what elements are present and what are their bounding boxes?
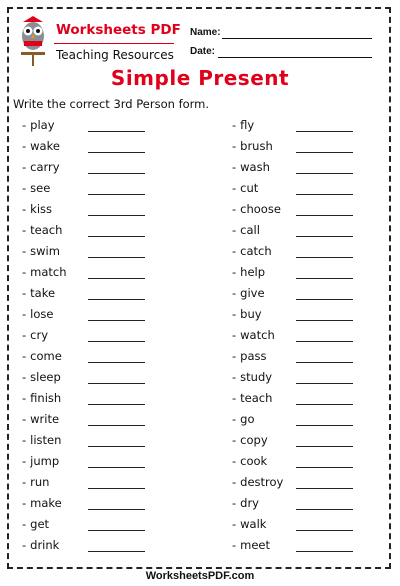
verb-label (22, 286, 55, 300)
verb-label (232, 391, 272, 405)
bullet-dash: - (22, 454, 27, 468)
bullet-dash: - (232, 496, 237, 510)
bullet-dash: - (232, 391, 237, 405)
verb-label (22, 454, 59, 468)
answer-blank[interactable] (88, 257, 145, 258)
answer-blank[interactable] (296, 152, 353, 153)
verb-label (232, 160, 270, 174)
word-row (232, 285, 382, 306)
word-row (22, 348, 192, 369)
verb-label (232, 286, 265, 300)
left-word-column (22, 117, 192, 558)
word-row (22, 180, 192, 201)
answer-blank[interactable] (296, 173, 353, 174)
answer-blank[interactable] (296, 383, 353, 384)
word-row (232, 453, 382, 474)
word-row (232, 264, 382, 285)
answer-blank[interactable] (296, 467, 353, 468)
verb-label (232, 307, 262, 321)
answer-blank[interactable] (296, 341, 353, 342)
name-label: Name: (190, 27, 221, 38)
brand-divider (54, 43, 174, 44)
word-row (22, 285, 192, 306)
bullet-dash: - (232, 370, 237, 384)
word-row (22, 411, 192, 432)
verb-text: see (30, 181, 51, 195)
word-row (22, 516, 192, 537)
bullet-dash: - (22, 286, 27, 300)
word-row (232, 495, 382, 516)
verb-text: walk (240, 517, 267, 531)
verb-label (22, 328, 48, 342)
verb-text: take (30, 286, 56, 300)
verb-text: kiss (30, 202, 52, 216)
verb-text: pass (240, 349, 267, 363)
answer-blank[interactable] (296, 362, 353, 363)
bullet-dash: - (22, 223, 27, 237)
verb-text: catch (240, 244, 272, 258)
verb-text: copy (240, 433, 268, 447)
verb-text: come (30, 349, 62, 363)
verb-text: lose (30, 307, 54, 321)
bullet-dash: - (22, 538, 27, 552)
answer-blank[interactable] (88, 383, 145, 384)
word-row (22, 138, 192, 159)
word-row (232, 411, 382, 432)
verb-text: wake (30, 139, 60, 153)
name-field[interactable] (222, 38, 372, 39)
verb-text: go (240, 412, 255, 426)
verb-text: jump (30, 454, 60, 468)
verb-text: choose (240, 202, 281, 216)
word-row (232, 159, 382, 180)
verb-label (232, 496, 259, 510)
bullet-dash: - (22, 475, 27, 489)
word-row (22, 159, 192, 180)
verb-label (232, 265, 265, 279)
bullet-dash: - (232, 538, 237, 552)
answer-blank[interactable] (88, 131, 145, 132)
word-row (232, 516, 382, 537)
verb-label (232, 202, 281, 216)
answer-blank[interactable] (296, 530, 353, 531)
bullet-dash: - (22, 370, 27, 384)
worksheet-title: Simple Present (110, 66, 290, 90)
verb-text: cook (240, 454, 268, 468)
bullet-dash: - (232, 517, 237, 531)
word-row (22, 201, 192, 222)
verb-text: help (240, 265, 266, 279)
verb-text: run (30, 475, 50, 489)
verb-text: match (30, 265, 67, 279)
verb-label (232, 538, 270, 552)
word-row (22, 243, 192, 264)
bullet-dash: - (232, 160, 237, 174)
bullet-dash: - (232, 223, 237, 237)
verb-label (232, 244, 272, 258)
verb-text: cut (240, 181, 259, 195)
bullet-dash: - (22, 517, 27, 531)
verb-text: play (30, 118, 55, 132)
word-row (232, 201, 382, 222)
footer-site: WorksheetsPDF.com (145, 570, 255, 582)
answer-blank[interactable] (296, 488, 353, 489)
word-row (232, 348, 382, 369)
answer-blank[interactable] (88, 488, 145, 489)
word-row (22, 453, 192, 474)
verb-label (22, 349, 62, 363)
verb-text: watch (240, 328, 275, 342)
word-row (232, 117, 382, 138)
bullet-dash: - (232, 139, 237, 153)
bullet-dash: - (232, 118, 237, 132)
verb-text: wash (240, 160, 270, 174)
answer-blank[interactable] (88, 341, 145, 342)
verb-label (232, 517, 266, 531)
date-field[interactable] (218, 57, 372, 58)
answer-blank[interactable] (88, 236, 145, 237)
word-row (232, 369, 382, 390)
answer-blank[interactable] (88, 278, 145, 279)
answer-blank[interactable] (296, 236, 353, 237)
word-row (232, 138, 382, 159)
verb-text: carry (30, 160, 60, 174)
bullet-dash: - (22, 412, 27, 426)
answer-blank[interactable] (88, 467, 145, 468)
word-row (232, 180, 382, 201)
answer-blank[interactable] (296, 425, 353, 426)
bullet-dash: - (232, 328, 237, 342)
verb-label (232, 181, 258, 195)
word-row (232, 243, 382, 264)
verb-text: sleep (30, 370, 61, 384)
verb-label (22, 517, 49, 531)
bullet-dash: - (232, 412, 237, 426)
right-word-column (232, 117, 382, 558)
verb-label (232, 412, 255, 426)
word-row (22, 390, 192, 411)
answer-blank[interactable] (296, 551, 353, 552)
bullet-dash: - (22, 391, 27, 405)
verb-text: destroy (240, 475, 284, 489)
word-row (22, 432, 192, 453)
answer-blank[interactable] (296, 278, 353, 279)
word-row (232, 390, 382, 411)
answer-blank[interactable] (296, 194, 353, 195)
answer-blank[interactable] (296, 509, 353, 510)
answer-blank[interactable] (88, 551, 145, 552)
word-row (22, 369, 192, 390)
answer-blank[interactable] (296, 320, 353, 321)
verb-label (232, 433, 268, 447)
verb-label (22, 160, 60, 174)
verb-label (22, 181, 50, 195)
answer-blank[interactable] (88, 299, 145, 300)
answer-blank[interactable] (296, 257, 353, 258)
bullet-dash: - (22, 349, 27, 363)
verb-label (22, 538, 59, 552)
verb-text: brush (240, 139, 273, 153)
bullet-dash: - (232, 265, 237, 279)
verb-text: swim (30, 244, 60, 258)
brand-name: Worksheets PDF (56, 22, 181, 38)
verb-text: study (240, 370, 273, 384)
verb-text: teach (30, 223, 63, 237)
verb-text: cry (30, 328, 49, 342)
word-row (232, 327, 382, 348)
answer-blank[interactable] (88, 530, 145, 531)
verb-text: write (30, 412, 60, 426)
verb-label (22, 433, 61, 447)
answer-blank[interactable] (88, 152, 145, 153)
answer-blank[interactable] (88, 446, 145, 447)
word-row (22, 117, 192, 138)
word-row (22, 264, 192, 285)
answer-blank[interactable] (88, 194, 145, 195)
bullet-dash: - (232, 286, 237, 300)
verb-label (22, 139, 60, 153)
bullet-dash: - (22, 139, 27, 153)
verb-text: get (30, 517, 50, 531)
word-row (22, 222, 192, 243)
verb-text: meet (240, 538, 271, 552)
verb-label (232, 454, 267, 468)
bullet-dash: - (232, 307, 237, 321)
verb-text: buy (240, 307, 262, 321)
verb-label (22, 370, 61, 384)
word-row (22, 327, 192, 348)
date-label: Date: (190, 46, 216, 57)
answer-blank[interactable] (296, 446, 353, 447)
word-row (232, 306, 382, 327)
bullet-dash: - (22, 244, 27, 258)
bullet-dash: - (232, 454, 237, 468)
answer-blank[interactable] (88, 425, 145, 426)
bullet-dash: - (232, 202, 237, 216)
verb-label (232, 139, 273, 153)
bullet-dash: - (22, 433, 27, 447)
verb-text: drink (30, 538, 60, 552)
verb-label (22, 118, 55, 132)
verb-text: give (240, 286, 265, 300)
bullet-dash: - (232, 475, 237, 489)
verb-label (22, 496, 62, 510)
bullet-dash: - (22, 265, 27, 279)
answer-blank[interactable] (296, 215, 353, 216)
verb-text: fly (240, 118, 255, 132)
word-row (232, 222, 382, 243)
verb-label (232, 118, 254, 132)
bullet-dash: - (22, 496, 27, 510)
verb-text: dry (240, 496, 259, 510)
word-row (232, 432, 382, 453)
word-row (22, 306, 192, 327)
verb-label (232, 349, 267, 363)
verb-label (232, 223, 260, 237)
bullet-dash: - (232, 433, 237, 447)
owl-mascot-icon (18, 16, 48, 68)
bullet-dash: - (22, 328, 27, 342)
verb-label (22, 244, 60, 258)
verb-text: teach (240, 391, 273, 405)
verb-text: listen (30, 433, 62, 447)
answer-blank[interactable] (88, 215, 145, 216)
answer-blank[interactable] (88, 404, 145, 405)
verb-text: call (240, 223, 260, 237)
verb-text: finish (30, 391, 62, 405)
verb-label (22, 307, 53, 321)
answer-blank[interactable] (88, 362, 145, 363)
answer-blank[interactable] (296, 131, 353, 132)
answer-blank[interactable] (88, 173, 145, 174)
verb-label (232, 328, 275, 342)
answer-blank[interactable] (88, 509, 145, 510)
word-row (22, 495, 192, 516)
verb-label (22, 202, 52, 216)
verb-label (22, 412, 59, 426)
bullet-dash: - (232, 181, 237, 195)
bullet-dash: - (232, 349, 237, 363)
bullet-dash: - (22, 160, 27, 174)
verb-label (22, 223, 62, 237)
verb-label (232, 475, 283, 489)
answer-blank[interactable] (296, 299, 353, 300)
verb-label (22, 475, 49, 489)
verb-label (22, 391, 61, 405)
word-row (22, 537, 192, 558)
bullet-dash: - (22, 202, 27, 216)
word-row (232, 537, 382, 558)
bullet-dash: - (22, 181, 27, 195)
answer-blank[interactable] (88, 320, 145, 321)
answer-blank[interactable] (296, 404, 353, 405)
bullet-dash: - (232, 244, 237, 258)
word-row (22, 474, 192, 495)
brand-subtitle: Teaching Resources (56, 48, 174, 62)
instruction-text: Write the correct 3rd Person form. (13, 97, 210, 111)
verb-text: make (30, 496, 62, 510)
verb-label (232, 370, 272, 384)
bullet-dash: - (22, 118, 27, 132)
verb-label (22, 265, 67, 279)
bullet-dash: - (22, 307, 27, 321)
word-row (232, 474, 382, 495)
